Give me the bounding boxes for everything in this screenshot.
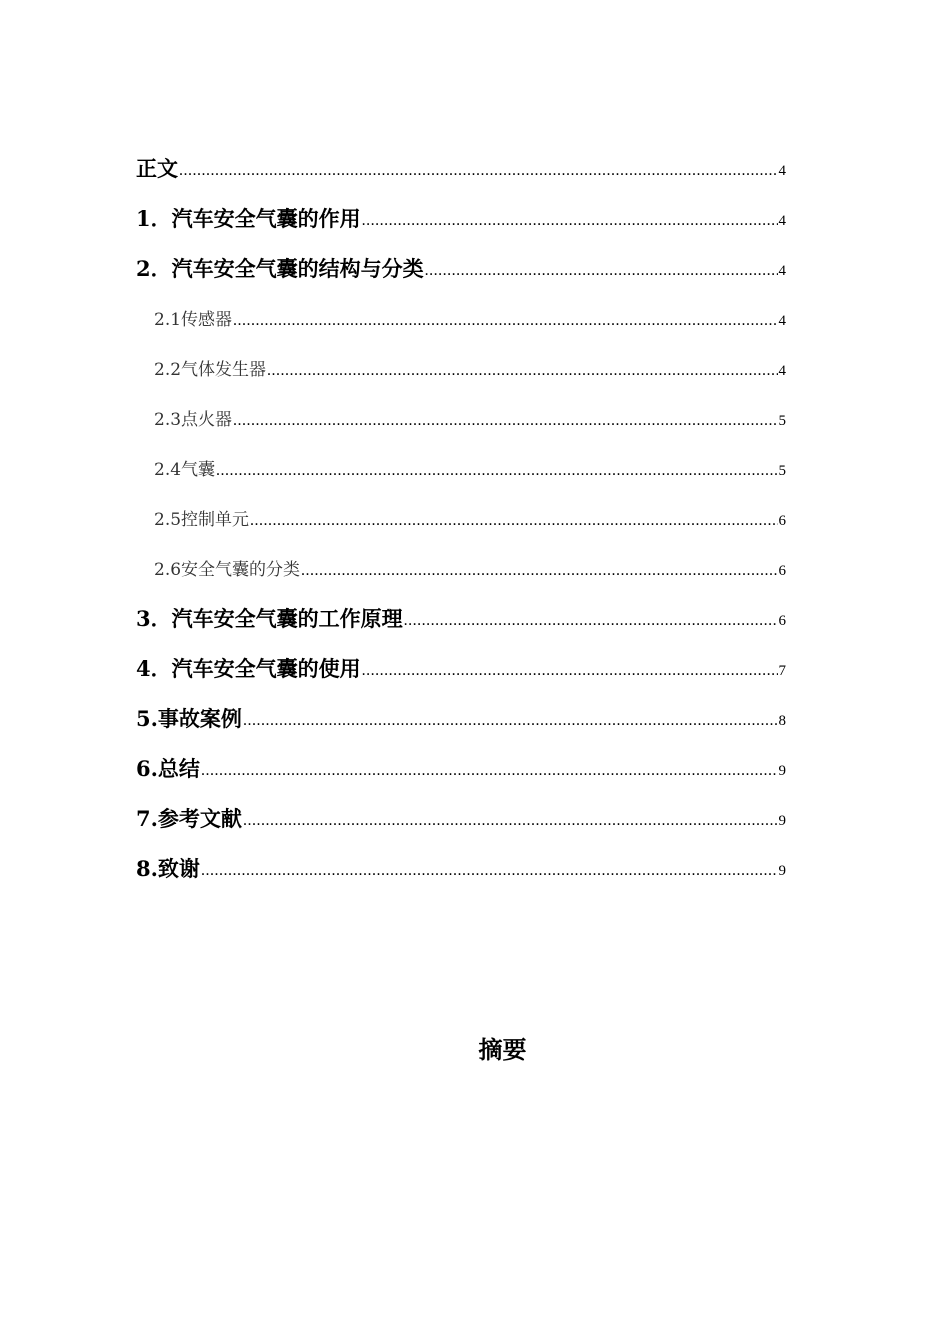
toc-entry-label: 5.事故案例 [136,706,242,731]
toc-leader-dots [233,413,777,429]
toc-entry-label: 6.总结 [136,756,200,781]
toc-entry-label: 2.4气囊 [154,460,216,480]
toc-entry-page: 6 [778,613,786,629]
toc-entry[interactable] [136,833,786,883]
toc-entry-label: 2.5控制单元 [154,510,250,530]
toc-subentry[interactable] [136,383,786,433]
toc-leader-dots [233,313,777,329]
toc-entry-page: 4 [778,163,786,179]
toc-entry-page: 9 [778,863,786,879]
toc-entry-label: 正文 [136,156,178,181]
toc-entry[interactable] [136,733,786,783]
toc-entry-label: 2.3点火器 [154,410,233,430]
toc-entry[interactable] [136,183,786,233]
toc-entry[interactable] [136,683,786,733]
toc-leader-dots [267,363,777,379]
toc-entry-label: 1．汽车安全气囊的作用 [136,206,361,231]
toc-subentry[interactable] [136,433,786,483]
toc-leader-dots [362,663,778,679]
toc-entry[interactable] [136,633,786,683]
toc-subentry[interactable] [136,283,786,333]
toc-entry-label: 8.致谢 [136,856,200,881]
toc-entry-label: 2.2气体发生器 [154,360,267,380]
toc-entry-label: 3．汽车安全气囊的工作原理 [136,606,403,631]
toc-entry-page: 8 [778,713,786,729]
toc-entry-page: 4 [778,363,786,379]
toc-leader-dots [243,713,778,729]
toc-entry-page: 6 [778,513,786,529]
toc-leader-dots [201,863,778,879]
toc-entry-page: 4 [778,213,786,229]
toc-entry[interactable] [136,133,786,183]
toc-subentry[interactable] [136,483,786,533]
toc-subentry[interactable] [136,533,786,583]
toc-leader-dots [250,513,777,529]
toc-entry[interactable] [136,783,786,833]
toc-entry-page: 9 [778,763,786,779]
toc-entry-page: 4 [778,263,786,279]
toc-leader-dots [179,163,778,179]
toc-entry-page: 5 [778,413,786,429]
toc-entry-label: 2．汽车安全气囊的结构与分类 [136,256,424,281]
toc-leader-dots [362,213,778,229]
table-of-contents [136,133,786,883]
toc-entry-page: 9 [778,813,786,829]
abstract-heading: 摘要 [478,1036,527,1064]
toc-leader-dots [201,763,778,779]
toc-leader-dots [404,613,778,629]
toc-entry-label: 4．汽车安全气囊的使用 [136,656,361,681]
toc-entry-page: 5 [778,463,786,479]
toc-entry[interactable] [136,233,786,283]
toc-leader-dots [243,813,778,829]
toc-leader-dots [216,463,777,479]
toc-entry-label: 2.6安全气囊的分类 [154,560,301,580]
toc-entry-page: 6 [778,563,786,579]
toc-entry-page: 7 [778,663,786,679]
toc-subentry[interactable] [136,333,786,383]
toc-entry-label: 2.1传感器 [154,310,233,330]
toc-leader-dots [425,263,778,279]
toc-entry-label: 7.参考文献 [136,806,242,831]
toc-entry[interactable] [136,583,786,633]
toc-leader-dots [301,563,777,579]
toc-entry-page: 4 [778,313,786,329]
